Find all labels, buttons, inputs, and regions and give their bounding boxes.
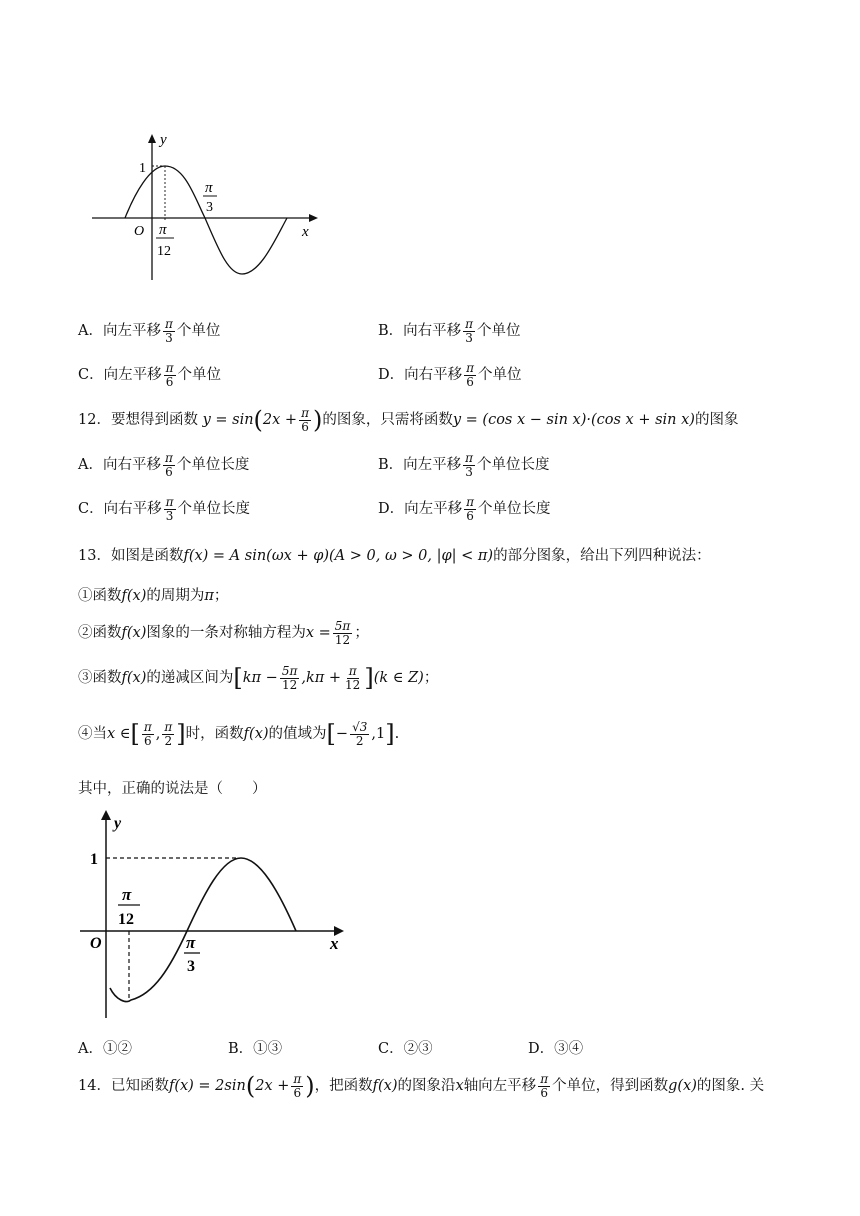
pi-over-3-num: π	[205, 180, 213, 196]
q13-option-a[interactable]: A．①②	[78, 1041, 132, 1057]
q12-stem: 12．要想得到函数 y = sin(2x + $\frac{\pi}{6}$ )的图象，只需将函数y = (cos x − sin x)·(cos x + sin x)的图象	[78, 405, 739, 434]
q11-option-c[interactable]: C．向左平移 $\frac{\pi}{6}$ 个单位	[78, 361, 221, 389]
q11-option-a[interactable]: A．向左平移 $\frac{\pi}{3}$ 个单位	[78, 317, 221, 345]
fraction: $\frac{\pi}{6}$	[301, 405, 309, 434]
graph-1	[80, 128, 330, 288]
graph-2	[74, 808, 354, 1028]
fraction: $\frac{\pi}{6}$	[143, 719, 152, 748]
fraction: $\frac{\pi}{6}$	[165, 361, 174, 389]
q13-option-b[interactable]: B．①③	[228, 1041, 283, 1057]
q13-option-c[interactable]: C．②③	[378, 1041, 433, 1057]
x-axis-arrow	[309, 214, 318, 222]
q12-option-a[interactable]: A．向右平移 $\frac{\pi}{6}$ 个单位长度	[78, 451, 250, 479]
q14-stem: 14．已知函数f(x) = 2sin(2x + $\frac{\pi}{6}$ )，把函数f(x)的图象沿x轴向左平移 $\frac{\pi}{6}$ 个单位，得到函数g(x)的图象. 关	[78, 1071, 765, 1100]
q13-statement-3: ③函数f(x)的递减区间为[kπ − $\frac{5\pi}{12}$ ,kπ + $\frac{\pi}{12}$ ](k ∈ Z)；	[78, 663, 439, 692]
sine-curve	[110, 858, 296, 1002]
fraction: $\frac{√3}{2}$	[352, 719, 368, 748]
origin-label: O	[134, 224, 145, 239]
fraction: $\frac{\pi}{3}$	[164, 317, 173, 345]
one-label: 1	[139, 161, 146, 176]
y-label: y	[160, 132, 167, 148]
fraction: $\frac{\pi}{3}$	[465, 317, 474, 345]
q11-option-d[interactable]: D．向右平移 $\frac{\pi}{6}$ 个单位	[378, 361, 522, 389]
pi-over-12-num: π	[122, 885, 132, 904]
pi-over-3-num: π	[186, 933, 196, 952]
fraction: $\frac{\pi}{6}$	[540, 1071, 549, 1100]
fraction: $\frac{\pi}{6}$	[293, 1071, 302, 1100]
q13-statement-1: ①函数f(x)的周期为π；	[78, 588, 229, 604]
pi-over-12-den: 12	[118, 911, 134, 928]
x-label: x	[330, 934, 339, 953]
q13-ask: 其中，正确的说法是（ ）	[78, 781, 267, 797]
q13-statement-4: ④当x ∈[ $\frac{\pi}{6}$ , $\frac{\pi}{2}$ ]时，函数f(x)的值域为[− $\frac{√3}{2}$ ,1].	[78, 719, 400, 748]
fraction: $\frac{\pi}{2}$	[164, 719, 173, 748]
fraction: $\frac{5\pi}{12}$	[281, 663, 298, 692]
fraction: $\frac{\pi}{12}$	[345, 663, 361, 692]
q12-option-b[interactable]: B．向左平移 $\frac{\pi}{3}$ 个单位长度	[378, 451, 550, 479]
q13-option-d[interactable]: D．③④	[528, 1041, 584, 1057]
fraction: $\frac{\pi}{6}$	[466, 361, 475, 389]
q13-stem: 13．如图是函数f(x) = A sin(ωx + φ)(A > 0, ω > 0, |φ| < π)的部分图象，给出下列四种说法：	[78, 548, 711, 564]
pi-over-3-den: 3	[187, 958, 195, 975]
pi-over-12-den: 12	[157, 244, 171, 259]
q13-statement-2: ②函数f(x)图象的一条对称轴方程为x = $\frac{5\pi}{12}$ ；	[78, 619, 369, 647]
q11-option-b[interactable]: B．向右平移 $\frac{\pi}{3}$ 个单位	[378, 317, 521, 345]
origin-label: O	[90, 935, 102, 952]
fraction: $\frac{\pi}{6}$	[466, 495, 475, 523]
x-label: x	[302, 224, 309, 240]
fraction: $\frac{\pi}{3}$	[465, 451, 474, 479]
fraction: $\frac{5\pi}{12}$	[334, 619, 351, 647]
fraction: $\frac{\pi}{6}$	[164, 451, 173, 479]
pi-over-3-den: 3	[206, 200, 213, 215]
pi-over-12-num: π	[159, 222, 167, 238]
one-label: 1	[90, 851, 98, 868]
q12-option-c[interactable]: C．向右平移 $\frac{\pi}{3}$ 个单位长度	[78, 495, 250, 523]
y-axis-arrow	[101, 810, 111, 820]
q12-option-d[interactable]: D．向左平移 $\frac{\pi}{6}$ 个单位长度	[378, 495, 551, 523]
fraction: $\frac{\pi}{3}$	[165, 495, 174, 523]
y-axis-arrow	[148, 134, 156, 143]
y-label: y	[114, 815, 122, 832]
